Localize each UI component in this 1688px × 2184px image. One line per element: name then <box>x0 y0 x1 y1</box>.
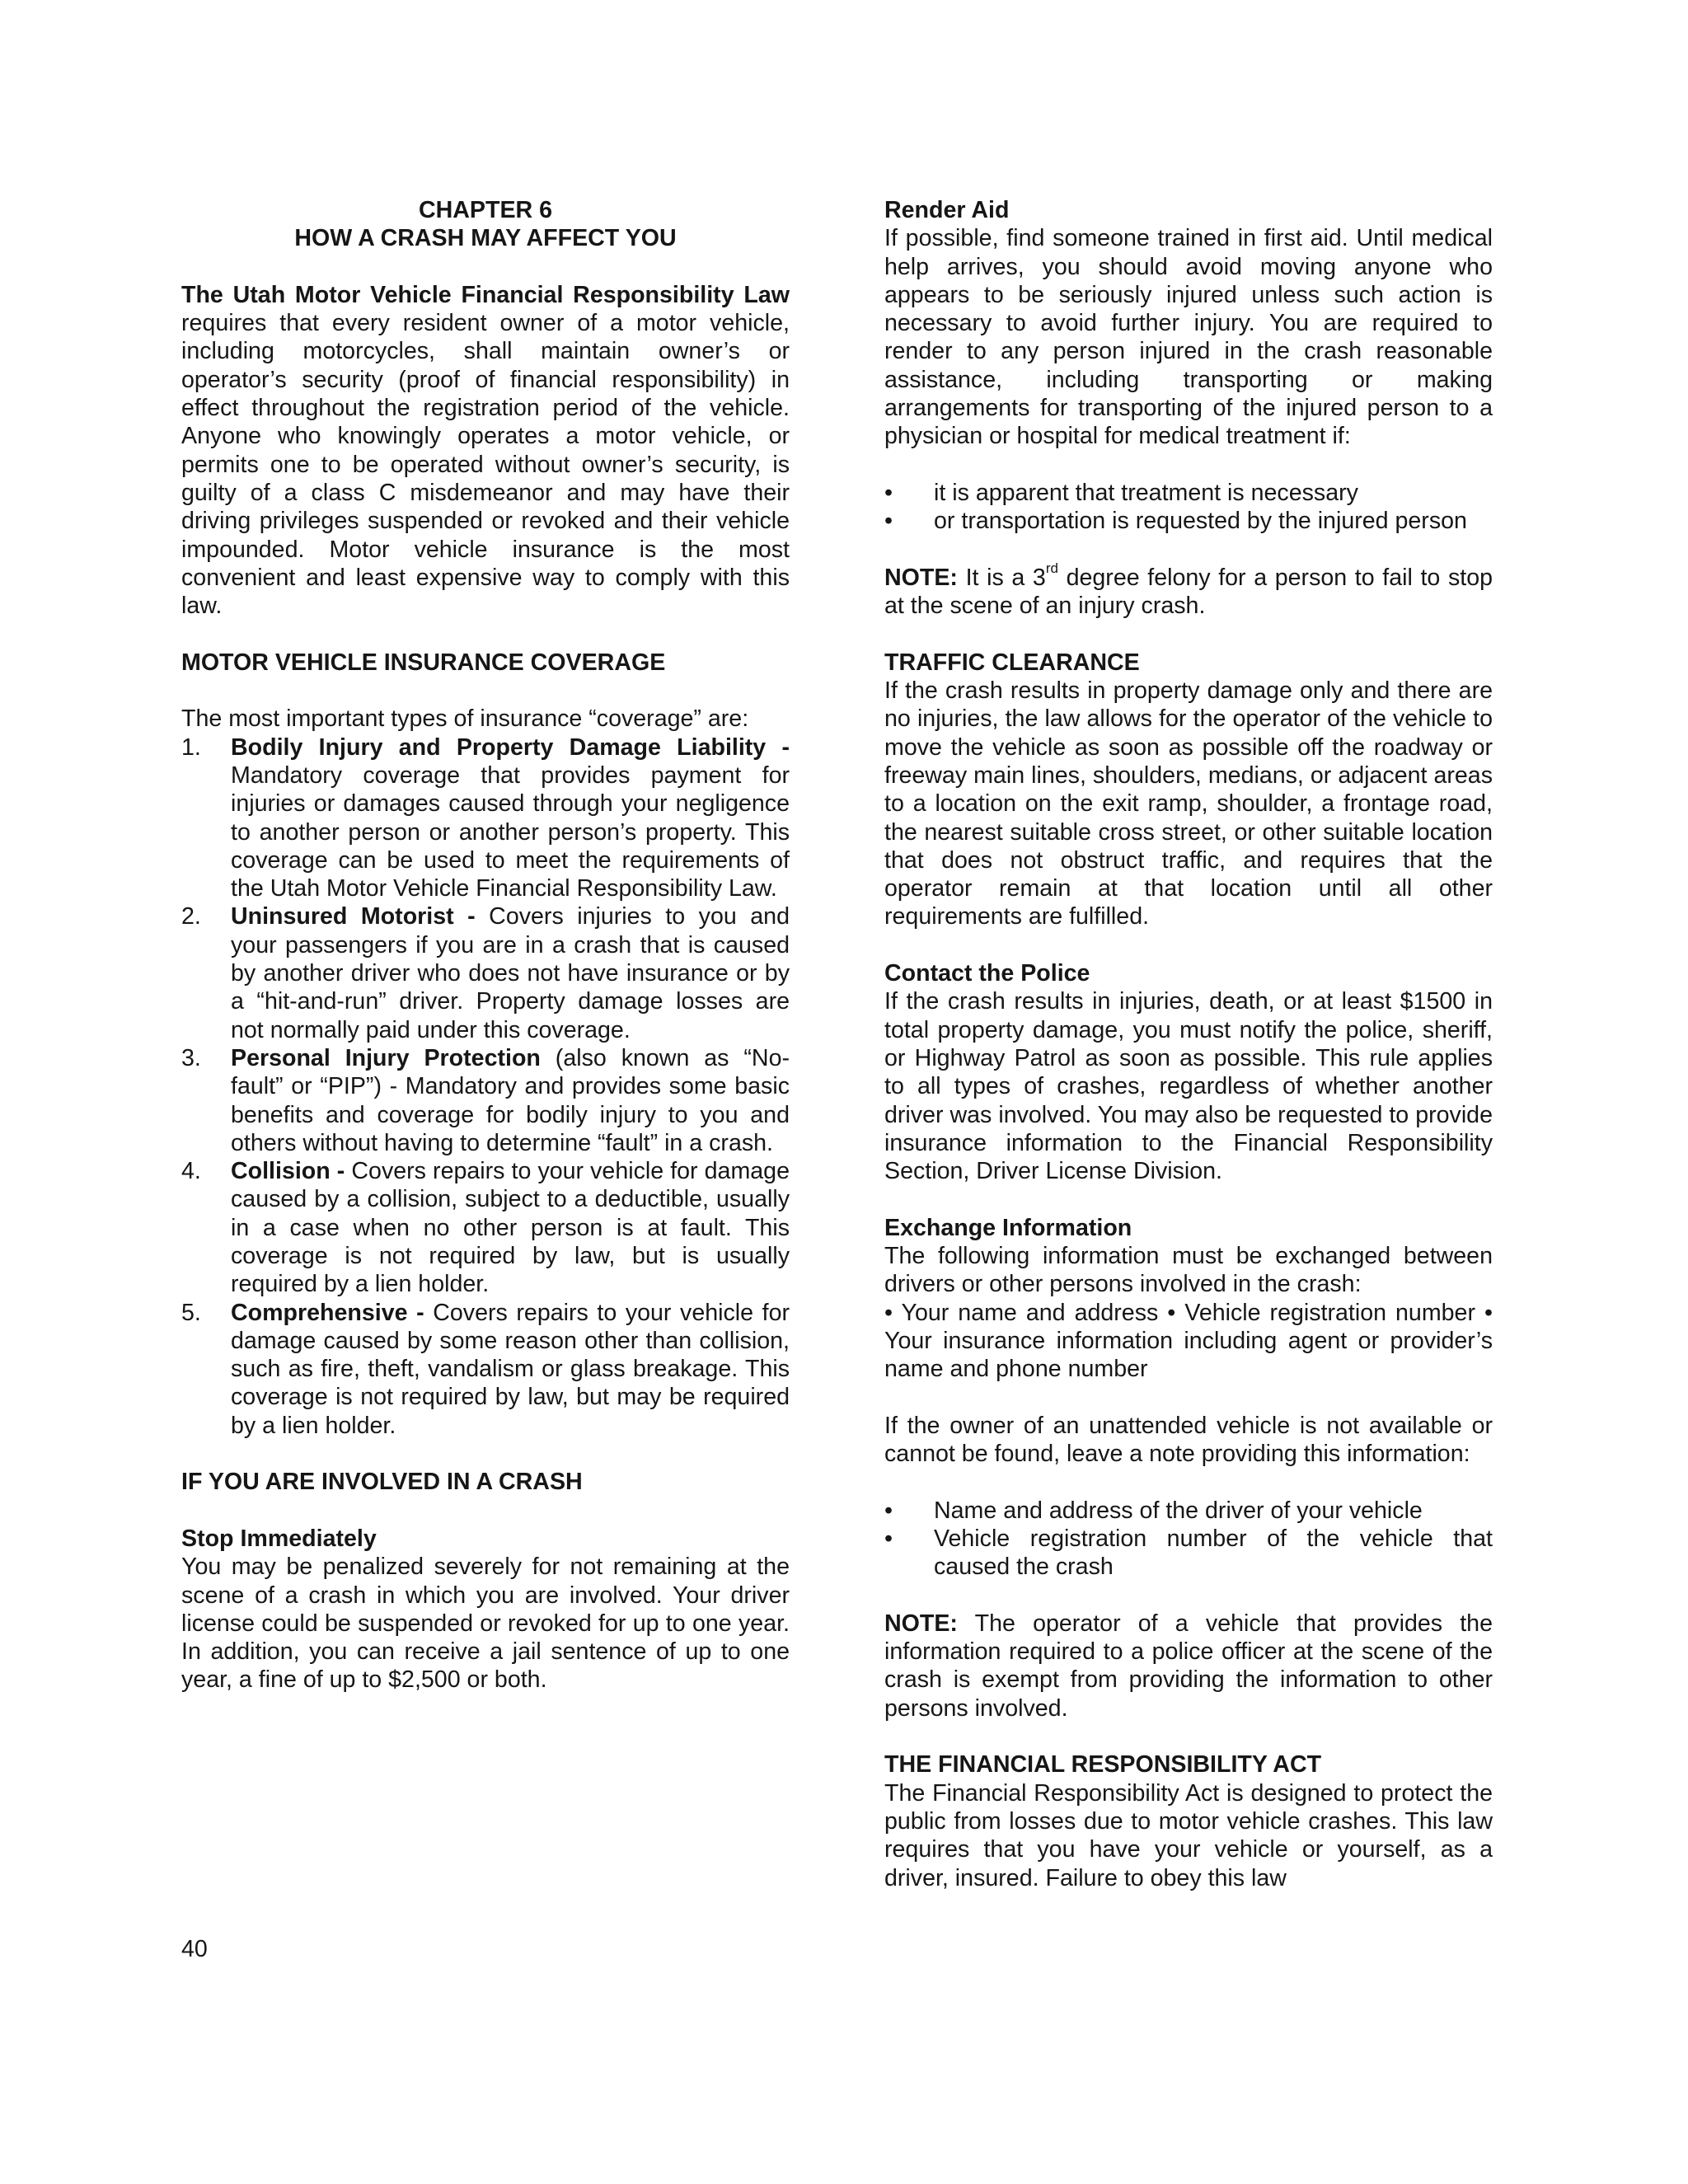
intro-law-name: The Utah Motor Vehicle Financial Responsibility Law <box>181 281 790 308</box>
stop-text: You may be penalized severely for not remaining at the scene of a crash in which you are involved. Your driver license could be suspended or revoked for up to one year. In addition, you can receive a jail sentence of up to one year, a fine of up to $2,500 or both. <box>181 1554 790 1694</box>
bullet-glyph: • <box>884 479 893 506</box>
financial-act-heading: THE FINANCIAL RESPONSIBILITY ACT <box>884 1751 1322 1779</box>
exchange-info-heading: Exchange Information <box>884 1214 1132 1241</box>
bullet-glyph: • <box>884 1497 893 1524</box>
traffic-clearance-text: If the crash results in property damage only and there are no injuries, the law allows for the operator of the vehicle to move the vehicle as soon as possible off the roadway or freeway main lines, shoulders, medians, or adjacent areas to a location on the exit ramp, shoulder, a frontage road, the nearest suitable cross street, or other suitable location that does not obstruct traffic, and requires that the operator remain at that location until all other requirements are fulfilled. <box>884 677 1493 930</box>
traffic-clearance-heading: TRAFFIC CLEARANCE <box>884 649 1140 676</box>
coverage-list <box>181 733 790 1440</box>
unattended-bullet-text: Name and address of the driver of your vehicle <box>934 1497 1423 1524</box>
intro-text: requires that every resident owner of a motor vehicle, including motorcycles, shall maintain owner’s or operator’s security (proof of financial responsibility) in effect throughout the registration period of the vehicle. Anyone who knowingly operates a motor vehicle, or permits one to be operated without owner’s security, is guilty of a class C misdemeanor and may have their driving privileges suspended or revoked and their vehicle impounded. Motor vehicle insurance is the most convenient and least expensive way to comply with this law. <box>181 310 790 620</box>
coverage-item-title: Comprehensive - <box>231 1299 424 1326</box>
coverage-intro: The most important types of insurance “coverage” are: <box>181 705 749 733</box>
note-felony <box>884 560 1493 621</box>
coverage-item-number: 2. <box>181 903 201 930</box>
coverage-item <box>181 1044 790 1157</box>
chapter-number: CHAPTER 6 <box>418 197 553 223</box>
aid-bullet-text: it is apparent that treatment is necessary <box>934 479 1358 506</box>
unattended-bullet <box>884 1525 1493 1582</box>
aid-bullet-list <box>884 479 1493 536</box>
unattended-vehicle-text: If the owner of an unattended vehicle is not available or cannot be found, leave a note providing this information: <box>884 1412 1493 1468</box>
coverage-item-title: Personal Injury Protection <box>231 1044 541 1071</box>
page-number: 40 <box>181 1936 208 1962</box>
coverage-item <box>181 1299 790 1440</box>
render-aid-heading: Render Aid <box>884 197 1010 223</box>
coverage-item-text: (also known as “No-fault” or “PIP”) - Mandatory and provides some basic benefits and coverage for bodily injury to you and others without having to determine “fault” in a crash. <box>231 1044 790 1156</box>
coverage-item-text: Covers repairs to your vehicle for damage caused by a collision, subject to a deductible, usually in a case when no other person is at fault. This coverage is not required by law, but is usually required by a lien holder. <box>231 1158 790 1298</box>
aid-bullet <box>884 479 1493 507</box>
bullet-glyph: • <box>884 1525 893 1552</box>
unattended-bullet <box>884 1497 1493 1525</box>
render-aid-text: If possible, find someone trained in first aid. Until medical help arrives, you should avoid moving anyone who appears to be seriously injured unless such action is necessary to avoid further injury. You are required to render to any person injured in the crash reasonable assistance, including transporting or making arrangements for transporting of the injured person to a physician or hospital for medical treatment if: <box>884 225 1493 450</box>
stop-heading: Stop Immediately <box>181 1525 377 1552</box>
unattended-bullet-text: Vehicle registration number of the vehicle that caused the crash <box>934 1525 1493 1581</box>
coverage-item-title: Uninsured Motorist - <box>231 903 476 930</box>
note-text: The operator of a vehicle that provides the information required to a police officer at the scene of the crash is exempt from providing the information to other persons involved. <box>884 1610 1493 1722</box>
crash-heading: IF YOU ARE INVOLVED IN A CRASH <box>181 1469 583 1496</box>
coverage-item-number: 4. <box>181 1158 201 1185</box>
coverage-item <box>181 733 790 903</box>
intro-paragraph <box>181 281 790 621</box>
bullet-glyph: • <box>884 508 893 535</box>
unattended-bullet-list <box>884 1497 1493 1582</box>
note-label: NOTE: <box>884 1610 958 1637</box>
note-text-pre: It is a 3 <box>957 564 1046 591</box>
contact-police-text: If the crash results in injuries, death, or at least $1500 in total property damage, you must notify the police, sheriff, or Highway Patrol as soon as possible. This rule applies to all types of crashes, regardless of whether another driver was involved. You may also be requested to provide insurance information to the Financial Responsibility Section, Driver License Division. <box>884 988 1493 1185</box>
ordinal-superscript: rd <box>1045 560 1058 577</box>
coverage-item-text: Mandatory coverage that provides payment for injuries or damages caused through your negligence to another person or another person’s property. This coverage can be used to meet the requirements of the Utah Motor Vehicle Financial Responsibility Law. <box>231 762 790 902</box>
coverage-item <box>181 902 790 1043</box>
exchange-info-text: The following information must be exchanged between drivers or other persons involved in the crash: <box>884 1242 1493 1298</box>
coverage-item-text: Covers injuries to you and your passengers if you are in a crash that is caused by another driver who does not have insurance or by a “hit-and-run” driver. Property damage losses are not normally paid under this coverage. <box>231 903 790 1043</box>
coverage-item-number: 5. <box>181 1299 201 1326</box>
note-exempt <box>884 1610 1493 1722</box>
contact-police-heading: Contact the Police <box>884 960 1090 987</box>
coverage-item-title: Bodily Injury and Property Damage Liability - <box>231 733 790 761</box>
coverage-item-text: Covers repairs to your vehicle for damage caused by some reason other than collision, such as fire, theft, vandalism or glass breakage. This coverage is not required by law, but may be required by a lien holder. <box>231 1299 790 1439</box>
aid-bullet-text: or transportation is requested by the injured person <box>934 508 1467 535</box>
coverage-item-title: Collision - <box>231 1158 345 1185</box>
left-column <box>181 196 790 1694</box>
chapter-title: HOW A CRASH MAY AFFECT YOU <box>294 225 677 252</box>
coverage-item-number: 3. <box>181 1044 201 1071</box>
aid-bullet <box>884 507 1493 535</box>
right-column <box>884 196 1493 1892</box>
coverage-item-number: 1. <box>181 733 201 761</box>
note-label: NOTE: <box>884 564 958 591</box>
coverage-heading: MOTOR VEHICLE INSURANCE COVERAGE <box>181 649 666 676</box>
exchange-info-items: • Your name and address • Vehicle registration number • Your insurance information including agent or provider’s name and phone number <box>884 1299 1493 1383</box>
note-text-post: degree felony for a person to fail to stop at the scene of an injury crash. <box>884 564 1493 620</box>
coverage-item <box>181 1157 790 1298</box>
financial-act-text: The Financial Responsibility Act is designed to protect the public from losses due to motor vehicle crashes. This law requires that you have your vehicle or yourself, as a driver, insured. Failure to obey this law <box>884 1779 1493 1891</box>
